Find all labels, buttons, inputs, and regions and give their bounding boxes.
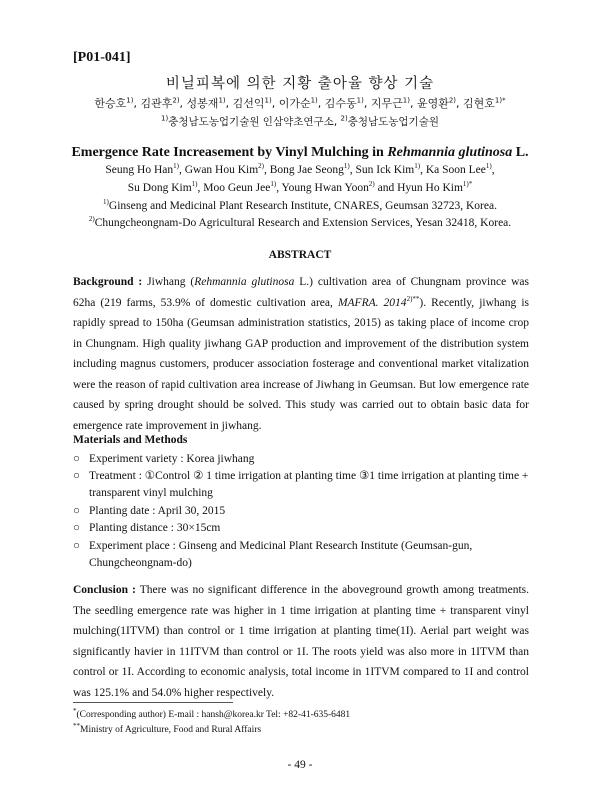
methods-heading: Materials and Methods [73, 434, 188, 446]
affil-mark: 1) [414, 162, 421, 171]
list-item-text: Experiment variety : Korea jiwhang [89, 453, 255, 465]
affil-mark: 1) [343, 162, 350, 171]
list-item-text: Experiment place : Ginseng and Medicinal Plant Research Institute (Geumsan-gun, Chungcheongnam-do) [89, 539, 473, 569]
and-word: and [377, 182, 395, 194]
author: Ka Soon Lee [425, 164, 486, 176]
author: Seung Ho Han [105, 164, 174, 176]
affil-mark: 1) [126, 96, 134, 105]
background-text: L.) cultivation area of Chungnam province was 62ha (219 farms, 53.9% of domestic cultivation area, [73, 276, 529, 309]
species-name: Rehmannia glutinosa [194, 276, 295, 288]
conclusion-paragraph [73, 580, 529, 703]
author: 성봉재 [186, 97, 219, 110]
affil-mark: 2) [88, 215, 95, 224]
abstract-heading: ABSTRACT [268, 249, 332, 261]
affil-mark: 1) [485, 162, 492, 171]
korean-authors: 한승호$^{1)}$, 김관후$^{2)}$, 성봉재$^{1)}$, 김선익$^{1)}$, 이가순$^{1)}$, 김수동$^{1)}$, 지무근$^{1)}$, 윤영환$^{2)}$, 김현호$^{1)*}$ [94, 96, 506, 110]
author: Bong Jae Seong [269, 164, 344, 176]
affil-mark: 2) [258, 162, 265, 171]
background-text: Jiwhang ( [147, 276, 195, 288]
list-item [73, 468, 529, 502]
affil-mark: 1) [264, 96, 272, 105]
affiliation: 충청남도농업기술원 인삼약초연구소, [168, 116, 338, 128]
list-item [73, 538, 529, 572]
affil-mark: 1) [270, 180, 277, 189]
korean-title: 비닐피복에 의한 지황 출아율 향상 기술 [165, 76, 435, 92]
page-number: - 49 - [287, 759, 313, 771]
author: 김관후 [140, 97, 173, 110]
affil-mark: 1) [356, 96, 364, 105]
author: Young Hwan Yoon [281, 182, 369, 194]
footnote-ministry [73, 721, 262, 735]
author: Sun Ick Kim [355, 164, 415, 176]
affil-mark: 2) [172, 96, 180, 105]
affil-mark: 1) [218, 96, 226, 105]
poster-code: [P01-041] [73, 50, 131, 65]
citation-mark: 2)** [406, 294, 420, 303]
affil-mark: 1) [191, 180, 198, 189]
author: Moo Geun Jee [203, 182, 271, 194]
affiliation: Ginseng and Medicinal Plant Research Institute, CNARES, Geumsan 32723, Korea. [108, 200, 497, 212]
title-text: Emergence Rate Increasement by Vinyl Mulching in [71, 145, 384, 160]
author: 윤영환 [416, 97, 449, 110]
footnote-mark: ** [73, 721, 80, 730]
conclusion-text: There was no significant difference in the aboveground growth among treatments. The seedling emergence rate was higher in 1 time irrigation at planting time + transparent vinyl mulching(1ITVM) than control or 1 time irrigation at planting time(1I). Aerial part weight was significantly havier in 11ITVM than control or 1I. The roots yield was also more in 1ITVM than control or 1I. According to economic analysis, total income in 1ITVM compared to 1I and control was 125.1% and 54.0% higher respectively. [73, 584, 529, 699]
affil-mark: 1) [161, 114, 169, 123]
korean-affiliations [0, 114, 600, 129]
english-authors-line2: Su Dong Kim$^{1)}$, Moo Geun Jee$^{1)}$, Young Hwan Yoon$^{2)}$ and Hyun Ho Kim$^{1)*}$ [127, 180, 473, 194]
author: Su Dong Kim [127, 182, 192, 194]
affil-mark: 1) [402, 96, 410, 105]
list-item-text: Planting distance : 30×15cm [89, 522, 221, 535]
author: 김현호 [463, 97, 495, 110]
affil-mark: 1)* [494, 96, 506, 105]
background-paragraph [73, 272, 529, 436]
circle-bullet-icon: ○ [73, 522, 80, 535]
background-text: ). Recently, jiwhang is rapidly spread to 150ha (Geumsan administration statistics, 2015) as taking place of income crop in Chungnam. High quality jiwhang GAP production and improvement of the distribution system including magnus customers, producer association fosterage and conventional market vitalization were the reason of rapid cultivation area increase of Jiwhang in Geumsan. But low emergence rate caused by spring drought should be solved. This study was carried out to obtain basic data for emergence rate improvement in jiwhang. [73, 296, 529, 432]
english-authors-line1: Seung Ho Han$^{1)}$, Gwan Hou Kim$^{2)}$, Bong Jae Seong$^{1)}$, Sun Ick Kim$^{1)}$, Ka Soon Lee$^{1)}$, [105, 162, 495, 176]
list-item [73, 451, 529, 468]
affil-mark: 2) [368, 180, 375, 189]
affil-mark: 1) [173, 162, 179, 171]
affil-mark: 1) [103, 198, 109, 207]
circle-bullet-icon: ○ [73, 504, 80, 517]
affiliation: Chungcheongnam-Do Agricultural Research and Extension Services, Yesan 32418, Korea. [94, 217, 512, 229]
title-species: Rehmannia glutinosa [387, 145, 513, 160]
author: 이가순 [278, 97, 311, 110]
list-item [73, 503, 529, 520]
affil-mark: 1) [310, 96, 318, 105]
english-affiliation-2 [0, 217, 600, 229]
methods-list [73, 451, 529, 572]
circle-bullet-icon: ○ [73, 470, 80, 483]
author: 김선익 [232, 97, 265, 110]
circle-bullet-icon: ○ [73, 453, 80, 465]
conclusion-label: Conclusion : [73, 584, 136, 596]
footnote-text: Ministry of Agriculture, Food and Rural Affairs [80, 725, 262, 735]
affiliation: 충청남도농업기술원 [347, 116, 439, 128]
footnote-mark: * [73, 706, 77, 715]
footnote-text: (Corresponding author) E-mail : hansh@korea.kr Tel: +82-41-635-6481 [76, 710, 351, 720]
footnote-corresponding [73, 706, 351, 720]
footnote-divider [73, 702, 233, 703]
title-end: L. [515, 145, 529, 160]
list-item-text: Treatment : ①Control ② 1 time irrigation at planting time ③1 time irrigation at planting time + transparent vinyl mulching [89, 470, 529, 500]
affil-mark: 2) [340, 114, 348, 123]
affil-mark: 1)* [462, 180, 473, 189]
list-item-text: Planting date : April 30, 2015 [89, 504, 226, 517]
author: 지무근 [370, 97, 403, 110]
affil-mark: 2) [448, 96, 457, 105]
english-title [0, 145, 600, 161]
author: Hyun Ho Kim [397, 182, 463, 194]
list-item [73, 520, 529, 537]
author: 김수동 [324, 97, 357, 110]
background-label: Background : [73, 276, 143, 288]
author: 한승호 [94, 97, 127, 110]
circle-bullet-icon: ○ [73, 539, 80, 552]
citation: MAFRA. 2014 [337, 296, 407, 309]
english-affiliation-1 [0, 200, 600, 212]
author: Gwan Hou Kim [184, 164, 259, 176]
